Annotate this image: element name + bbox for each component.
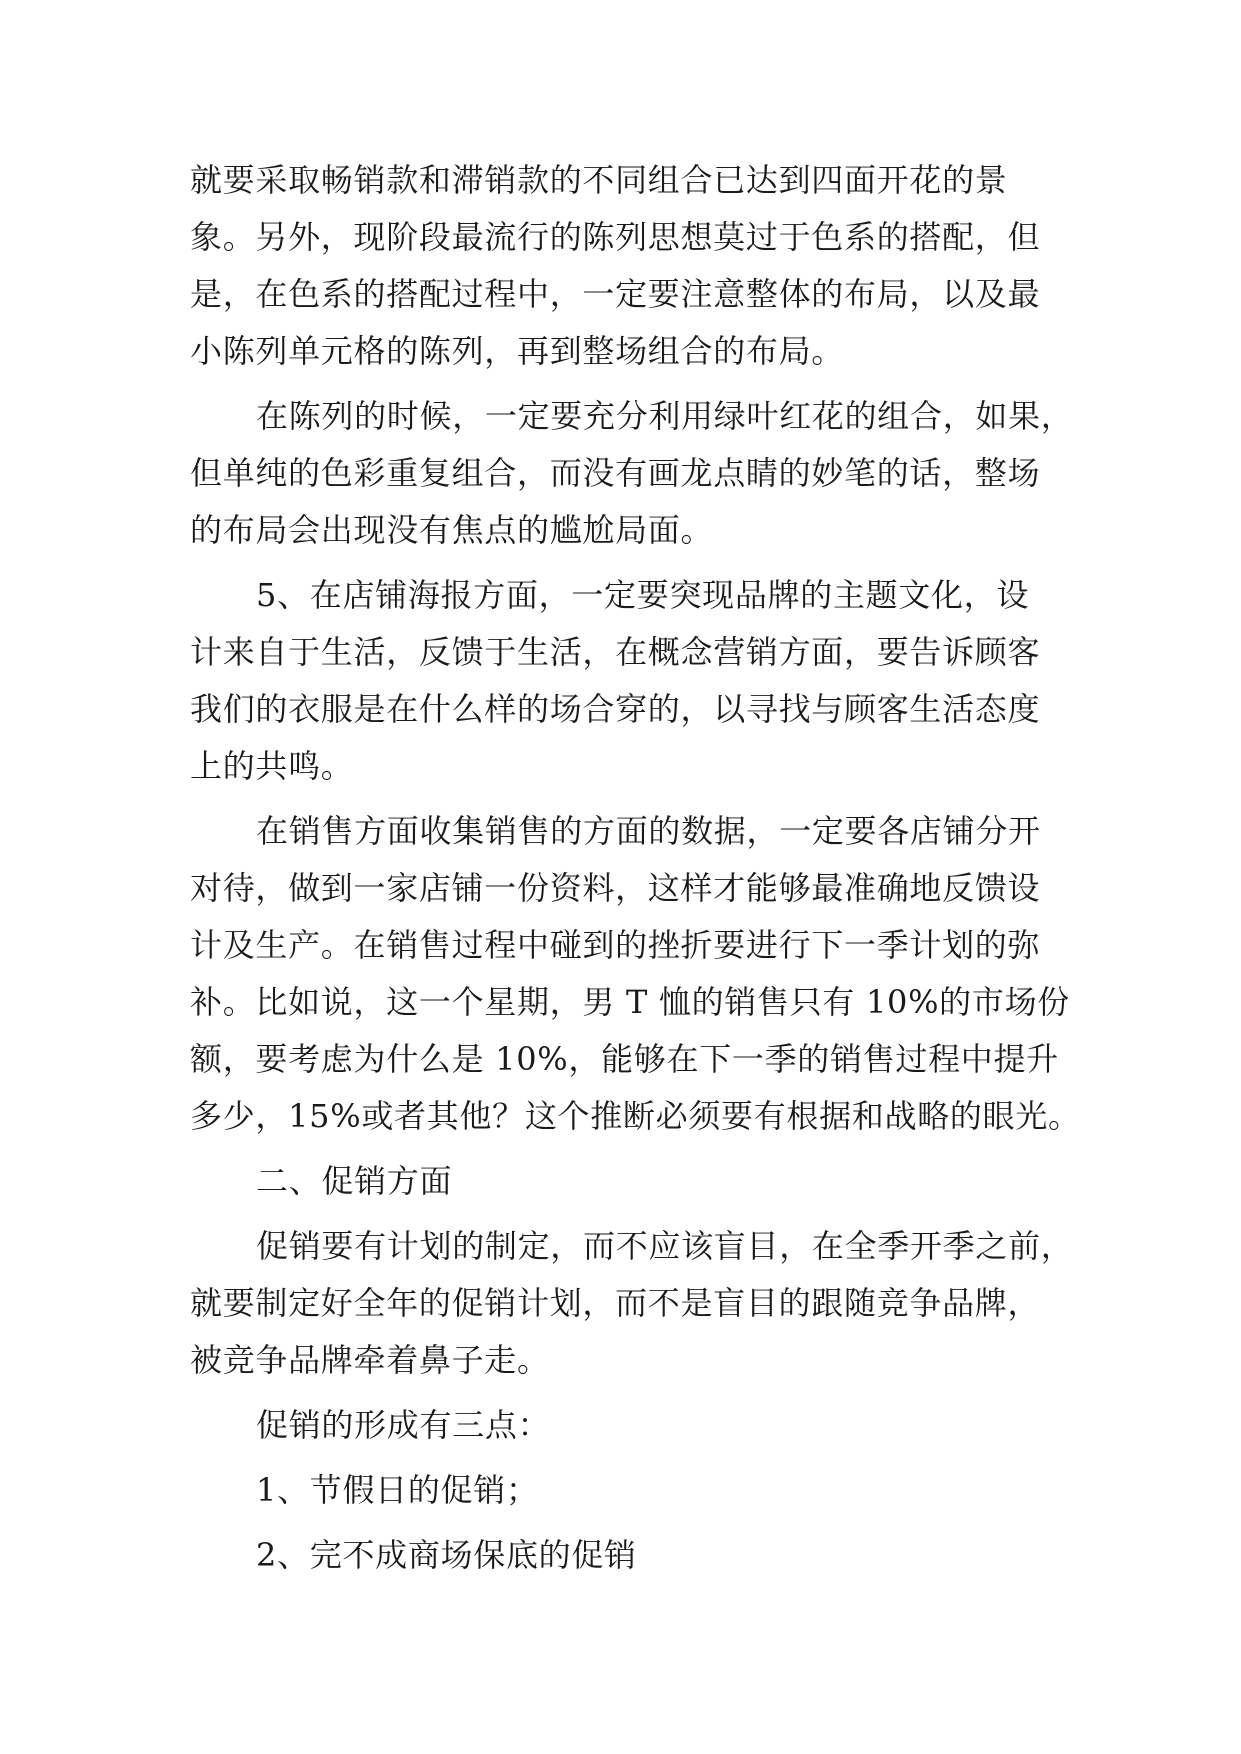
text-line: 计及生产。在销售过程中碰到的挫折要进行下一季计划的弥 [190, 926, 1041, 964]
text-line: 是，在色系的搭配过程中，一定要注意整体的布局，以及最 [190, 275, 1041, 313]
text-line: 计来自于生活，反馈于生活，在概念营销方面，要告诉顾客 [190, 633, 1041, 671]
text-line: 对待，做到一家店铺一份资料，这样才能够最准确地反馈设 [190, 869, 1041, 907]
text-line: 在销售方面收集销售的方面的数据，一定要各店铺分开 [256, 812, 1041, 850]
text-line: 象。另外，现阶段最流行的陈列思想莫过于色系的搭配，但 [190, 218, 1041, 256]
text-line: 补。比如说，这一个星期，男 T 恤的销售只有 10%的市场份 [190, 983, 1070, 1021]
text-line: 促销要有计划的制定，而不应该盲目，在全季开季之前， [256, 1227, 1074, 1265]
paragraph [190, 803, 1081, 1145]
list-item [190, 1462, 1065, 1519]
section-heading [190, 1153, 1065, 1210]
text-line: 促销的形成有三点： [256, 1406, 551, 1444]
list-item [190, 1527, 1065, 1584]
text-line: 2、完不成商场保底的促销 [256, 1536, 637, 1574]
paragraph [190, 388, 1074, 559]
text-line: 就要采取畅销款和滞销款的不同组合已达到四面开花的景 [190, 161, 1008, 199]
text-line: 的布局会出现没有焦点的尴尬局面。 [190, 511, 714, 549]
text-line: 1、节假日的促销； [256, 1471, 539, 1509]
paragraph [190, 1397, 1065, 1454]
paragraph [190, 152, 1065, 380]
paragraph [190, 1218, 1074, 1389]
text-line: 5、在店铺海报方面，一定要突现品牌的主题文化，设 [256, 576, 1030, 614]
text-line: 但单纯的色彩重复组合，而没有画龙点睛的妙笔的话，整场 [190, 454, 1041, 492]
text-line: 就要制定好全年的促销计划，而不是盲目的跟随竞争品牌， [190, 1284, 1041, 1322]
text-line: 上的共鸣。 [190, 747, 354, 785]
text-line: 二、促销方面 [256, 1162, 453, 1200]
text-line: 额，要考虑为什么是 10%，能够在下一季的销售过程中提升 [190, 1040, 1059, 1078]
text-line: 多少，15%或者其他？这个推断必须要有根据和战略的眼光。 [190, 1097, 1081, 1135]
text-line: 在陈列的时候，一定要充分利用绿叶红花的组合，如果， [256, 397, 1074, 435]
paragraph [190, 567, 1065, 795]
document-body [190, 152, 1081, 1584]
text-line: 被竞争品牌牵着鼻子走。 [190, 1341, 550, 1379]
text-line: 小陈列单元格的陈列，再到整场组合的布局。 [190, 332, 845, 370]
text-line: 我们的衣服是在什么样的场合穿的，以寻找与顾客生活态度 [190, 690, 1041, 728]
